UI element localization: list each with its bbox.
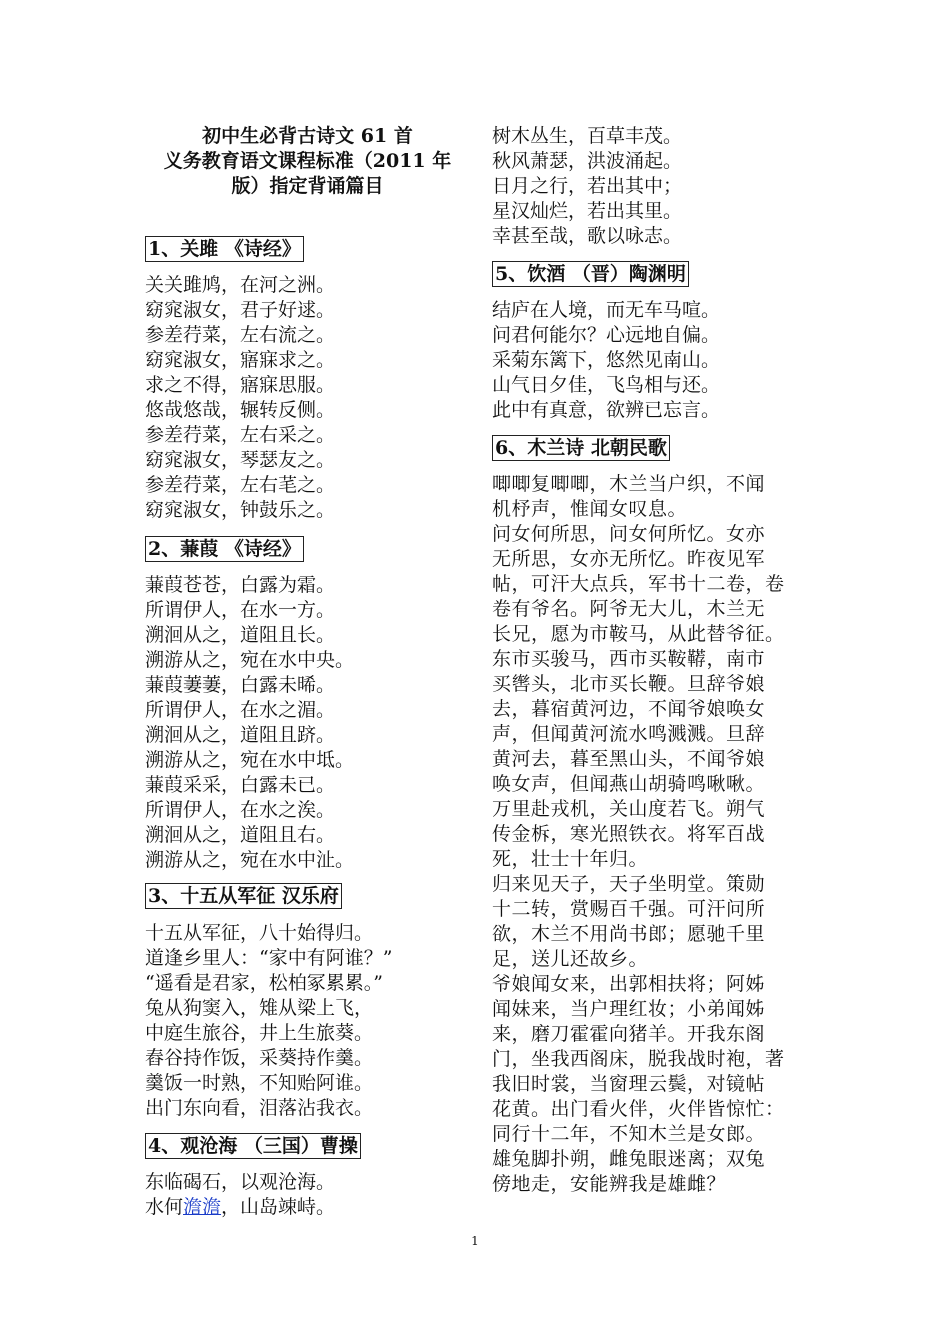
poem-heading-guanju: 1、关雎 《诗经》 xyxy=(145,236,304,262)
verse-line: 中庭生旅谷，井上生旅葵。 xyxy=(145,1022,374,1044)
verse-line: 问女何所思，问女何所忆。女亦 xyxy=(492,523,766,545)
document-title xyxy=(145,124,470,199)
poem-body-jianjia xyxy=(145,573,354,873)
verse-line: 万里赴戎机，关山度若飞。朔气 xyxy=(492,798,766,820)
verse-line: 星汉灿烂，若出其里。 xyxy=(492,200,683,222)
verse-line: 所谓伊人，在水一方。 xyxy=(145,599,336,621)
verse-line: 十五从军征，八十始得归。 xyxy=(145,922,374,944)
verse-line: 溯洄从之，道阻且右。 xyxy=(145,824,336,846)
verse-line: 门，坐我西阁床，脱我战时袍，著 xyxy=(492,1048,785,1070)
poem-body-guanju xyxy=(145,273,335,523)
verse-line: 悠哉悠哉，辗转反侧。 xyxy=(145,399,336,421)
verse-line: 舂谷持作饭，采葵持作羹。 xyxy=(145,1047,374,1069)
verse-line: 问君何能尔？心远地自偏。 xyxy=(492,324,721,346)
verse-line: 兔从狗窦入，雉从梁上飞， xyxy=(145,997,374,1019)
poem-heading-shiwu: 3、十五从军征 汉乐府 xyxy=(145,883,342,909)
verse-line: 无所思，女亦无所忆。昨夜见军 xyxy=(492,548,766,570)
verse-line: 溯游从之，宛在水中央。 xyxy=(145,649,355,671)
verse-line: 买辔头，北市买长鞭。旦辞爷娘 xyxy=(492,673,766,695)
poem-heading-jianjia: 2、蒹葭 《诗经》 xyxy=(145,536,304,562)
verse-line: 溯游从之，宛在水中沚。 xyxy=(145,849,355,871)
verse-line: 溯洄从之，道阻且跻。 xyxy=(145,724,336,746)
verse-line: 闻妹来，当户理红妆；小弟闻姊 xyxy=(492,998,766,1020)
glossary-link[interactable]: 澹澹 xyxy=(183,1196,222,1218)
verse-line: 雄兔脚扑朔，雌兔眼迷离；双兔 xyxy=(492,1148,766,1170)
verse-line: 傍地走，安能辨我是雄雌？ xyxy=(492,1173,727,1195)
verse-line: 十二转，赏赐百千强。可汗问所 xyxy=(492,898,766,920)
verse-line: 出门东向看，泪落沾我衣。 xyxy=(145,1097,374,1119)
poem-body-shiwu xyxy=(145,921,392,1121)
verse-line: 东市买骏马，西市买鞍鞯，南市 xyxy=(492,648,766,670)
verse-text: ，山岛竦峙。 xyxy=(221,1196,336,1218)
verse-line: 参差荇菜，左右采之。 xyxy=(145,424,336,446)
verse-line: 声，但闻黄河流水鸣溅溅。旦辞 xyxy=(492,723,766,745)
verse-line: 蒹葭采采，白露未已。 xyxy=(145,774,336,796)
verse-line: 爷娘闻女来，出郭相扶将；阿姊 xyxy=(492,973,766,995)
verse-line: 东临碣石，以观沧海。 xyxy=(145,1171,336,1193)
verse-line: 唤女声，但闻燕山胡骑鸣啾啾。 xyxy=(492,773,766,795)
verse-line: 窈窕淑女，寤寐求之。 xyxy=(145,349,336,371)
poem-body-yinjiu xyxy=(492,298,720,423)
poem-body-guancanghai xyxy=(145,1170,335,1220)
verse-line: 日月之行，若出其中； xyxy=(492,175,683,197)
verse-line: 秋风萧瑟，洪波涌起。 xyxy=(492,150,683,172)
verse-line: 帖，可汗大点兵，军书十二卷，卷 xyxy=(492,573,785,595)
verse-line xyxy=(145,1195,335,1220)
verse-line: 死，壮士十年归。 xyxy=(492,848,649,870)
verse-line: 所谓伊人，在水之湄。 xyxy=(145,699,336,721)
verse-line: 溯洄从之，道阻且长。 xyxy=(145,624,336,646)
verse-line: 窈窕淑女，琴瑟友之。 xyxy=(145,449,336,471)
verse-line: 所谓伊人，在水之涘。 xyxy=(145,799,336,821)
verse-line: 传金柝，寒光照铁衣。将军百战 xyxy=(492,823,766,845)
verse-line: 欲，木兰不用尚书郎；愿驰千里 xyxy=(492,923,766,945)
document-title-line: 版）指定背诵篇目 xyxy=(231,175,384,197)
verse-line: 求之不得，寤寐思服。 xyxy=(145,374,336,396)
verse-line: 长兄，愿为市鞍马，从此替爷征。 xyxy=(492,623,785,645)
verse-line: 山气日夕佳，飞鸟相与还。 xyxy=(492,374,721,396)
verse-line: 采菊东篱下，悠然见南山。 xyxy=(492,349,721,371)
verse-line: 参差荇菜，左右流之。 xyxy=(145,324,336,346)
verse-line: 蒹葭苍苍，白露为霜。 xyxy=(145,574,336,596)
verse-line: “遥看是君家，松柏冢累累。” xyxy=(145,972,383,994)
verse-line: 此中有真意，欲辨已忘言。 xyxy=(492,399,721,421)
poem-heading-guancanghai: 4、观沧海 （三国）曹操 xyxy=(145,1133,361,1159)
page-number: 1 xyxy=(471,1234,479,1248)
document-title-line: 义务教育语文课程标准（2011 年 xyxy=(163,150,452,172)
verse-line: 树木丛生，百草丰茂。 xyxy=(492,125,683,147)
document-title-line: 初中生必背古诗文 61 首 xyxy=(202,125,413,147)
verse-line: 蒹葭萋萋，白露未晞。 xyxy=(145,674,336,696)
verse-line: 机杼声，惟闻女叹息。 xyxy=(492,498,688,520)
verse-line: 足，送儿还故乡。 xyxy=(492,948,649,970)
verse-line: 结庐在人境，而无车马喧。 xyxy=(492,299,721,321)
verse-line: 羹饭一时熟，不知贻阿谁。 xyxy=(145,1072,374,1094)
verse-line: 窈窕淑女，君子好逑。 xyxy=(145,299,336,321)
poem-body-guancanghai-continued xyxy=(492,124,682,249)
verse-line: 去，暮宿黄河边，不闻爷娘唤女 xyxy=(492,698,766,720)
verse-line: 同行十二年，不知木兰是女郎。 xyxy=(492,1123,766,1145)
verse-line: 黄河去，暮至黑山头，不闻爷娘 xyxy=(492,748,766,770)
poem-heading-mulanshi: 6、木兰诗 北朝民歌 xyxy=(492,435,670,461)
verse-line: 溯游从之，宛在水中坻。 xyxy=(145,749,355,771)
verse-line: 关关雎鸠，在河之洲。 xyxy=(145,274,336,296)
poem-heading-yinjiu: 5、饮酒 （晋）陶渊明 xyxy=(492,261,689,287)
verse-line: 唧唧复唧唧，木兰当户织，不闻 xyxy=(492,473,766,495)
verse-line: 来，磨刀霍霍向猪羊。开我东阁 xyxy=(492,1023,766,1045)
verse-line: 参差荇菜，左右芼之。 xyxy=(145,474,336,496)
verse-text: 水何 xyxy=(145,1196,184,1218)
verse-line: 窈窕淑女，钟鼓乐之。 xyxy=(145,499,336,521)
poem-body-mulanshi xyxy=(492,472,808,1197)
verse-line: 归来见天子，天子坐明堂。策勋 xyxy=(492,873,766,895)
verse-line: 花黄。出门看火伴，火伴皆惊忙： xyxy=(492,1098,785,1120)
verse-line: 道逢乡里人：“家中有阿谁？” xyxy=(145,947,393,969)
verse-line: 我旧时裳，当窗理云鬓，对镜帖 xyxy=(492,1073,766,1095)
verse-line: 幸甚至哉，歌以咏志。 xyxy=(492,225,683,247)
verse-line: 卷有爷名。阿爷无大儿，木兰无 xyxy=(492,598,766,620)
